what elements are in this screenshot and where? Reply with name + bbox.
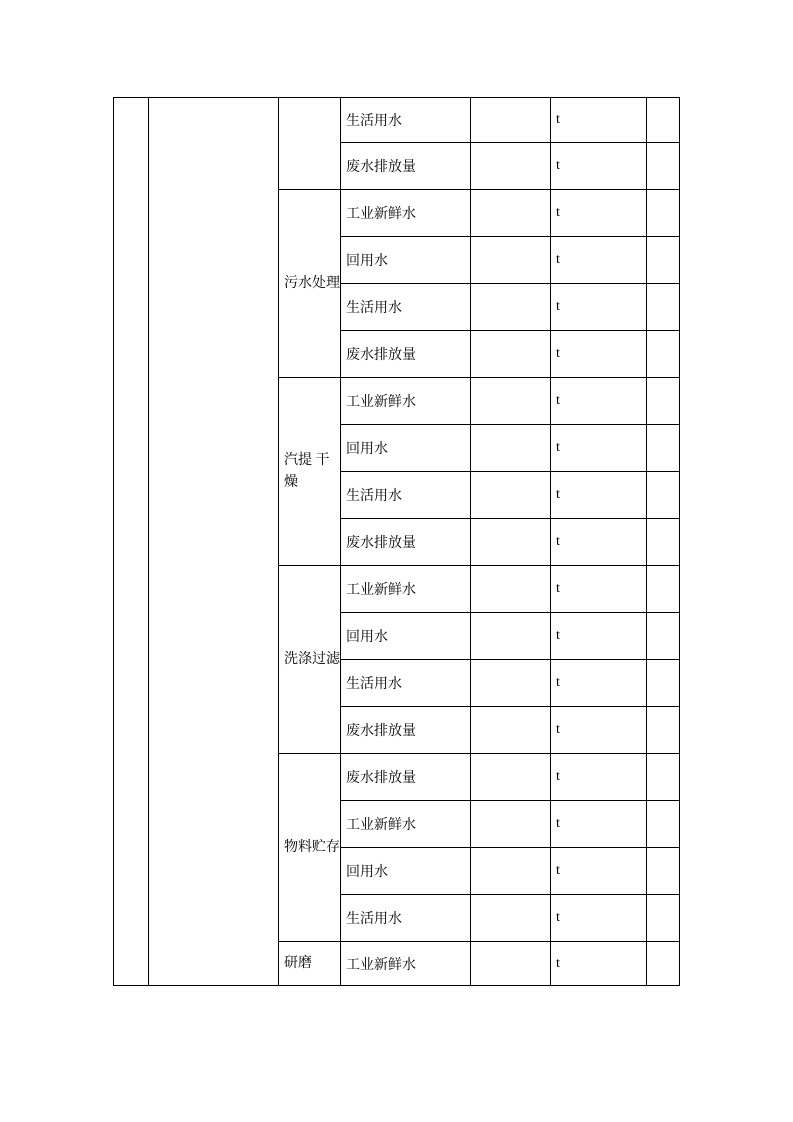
water-type-cell: 工业新鲜水 xyxy=(341,801,471,848)
water-type-cell: 生活用水 xyxy=(341,472,471,519)
value-cell xyxy=(471,613,551,660)
process-group-cell: 洗涤过滤 xyxy=(279,566,341,754)
end-spacer-cell xyxy=(647,566,680,613)
value-cell xyxy=(471,98,551,143)
end-spacer-cell xyxy=(647,613,680,660)
process-group-cell xyxy=(279,98,341,190)
end-spacer-cell xyxy=(647,895,680,942)
water-type-cell: 回用水 xyxy=(341,425,471,472)
end-spacer-cell xyxy=(647,237,680,284)
water-type-cell: 废水排放量 xyxy=(341,754,471,801)
water-type-cell: 废水排放量 xyxy=(341,331,471,378)
unit-cell: t xyxy=(551,942,647,986)
left-spacer-cell-2 xyxy=(149,98,279,986)
left-spacer-cell-1 xyxy=(114,98,149,986)
unit-cell: t xyxy=(551,754,647,801)
water-type-cell: 废水排放量 xyxy=(341,519,471,566)
unit-cell: t xyxy=(551,98,647,143)
end-spacer-cell xyxy=(647,143,680,190)
end-spacer-cell xyxy=(647,331,680,378)
value-cell xyxy=(471,378,551,425)
water-type-cell: 生活用水 xyxy=(341,284,471,331)
water-type-cell: 工业新鲜水 xyxy=(341,190,471,237)
value-cell xyxy=(471,190,551,237)
unit-cell: t xyxy=(551,707,647,754)
end-spacer-cell xyxy=(647,519,680,566)
process-group-cell: 污水处理 xyxy=(279,190,341,378)
water-type-cell: 废水排放量 xyxy=(341,143,471,190)
table-row xyxy=(114,98,680,143)
water-type-cell: 回用水 xyxy=(341,613,471,660)
value-cell xyxy=(471,707,551,754)
end-spacer-cell xyxy=(647,378,680,425)
end-spacer-cell xyxy=(647,284,680,331)
water-type-cell: 回用水 xyxy=(341,848,471,895)
unit-cell: t xyxy=(551,331,647,378)
value-cell xyxy=(471,237,551,284)
unit-cell: t xyxy=(551,519,647,566)
water-usage-table xyxy=(113,97,680,986)
unit-cell: t xyxy=(551,284,647,331)
water-type-cell: 废水排放量 xyxy=(341,707,471,754)
unit-cell: t xyxy=(551,472,647,519)
water-type-cell: 生活用水 xyxy=(341,98,471,143)
process-group-cell: 研磨 xyxy=(279,942,341,986)
value-cell xyxy=(471,566,551,613)
water-type-cell: 生活用水 xyxy=(341,660,471,707)
end-spacer-cell xyxy=(647,425,680,472)
value-cell xyxy=(471,143,551,190)
end-spacer-cell xyxy=(647,754,680,801)
value-cell xyxy=(471,425,551,472)
value-cell xyxy=(471,331,551,378)
value-cell xyxy=(471,660,551,707)
unit-cell: t xyxy=(551,425,647,472)
end-spacer-cell xyxy=(647,660,680,707)
water-type-cell: 工业新鲜水 xyxy=(341,942,471,986)
process-group-cell: 物料贮存 xyxy=(279,754,341,942)
water-type-cell: 工业新鲜水 xyxy=(341,378,471,425)
end-spacer-cell xyxy=(647,472,680,519)
value-cell xyxy=(471,754,551,801)
unit-cell: t xyxy=(551,378,647,425)
unit-cell: t xyxy=(551,190,647,237)
unit-cell: t xyxy=(551,660,647,707)
water-type-cell: 生活用水 xyxy=(341,895,471,942)
unit-cell: t xyxy=(551,566,647,613)
value-cell xyxy=(471,942,551,986)
unit-cell: t xyxy=(551,613,647,660)
value-cell xyxy=(471,895,551,942)
unit-cell: t xyxy=(551,237,647,284)
end-spacer-cell xyxy=(647,190,680,237)
unit-cell: t xyxy=(551,895,647,942)
unit-cell: t xyxy=(551,801,647,848)
water-type-cell: 工业新鲜水 xyxy=(341,566,471,613)
process-group-cell: 汽提 干燥 xyxy=(279,378,341,566)
value-cell xyxy=(471,801,551,848)
end-spacer-cell xyxy=(647,98,680,143)
end-spacer-cell xyxy=(647,801,680,848)
end-spacer-cell xyxy=(647,707,680,754)
water-type-cell: 回用水 xyxy=(341,237,471,284)
unit-cell: t xyxy=(551,848,647,895)
value-cell xyxy=(471,472,551,519)
unit-cell: t xyxy=(551,143,647,190)
value-cell xyxy=(471,848,551,895)
end-spacer-cell xyxy=(647,848,680,895)
value-cell xyxy=(471,519,551,566)
end-spacer-cell xyxy=(647,942,680,986)
value-cell xyxy=(471,284,551,331)
